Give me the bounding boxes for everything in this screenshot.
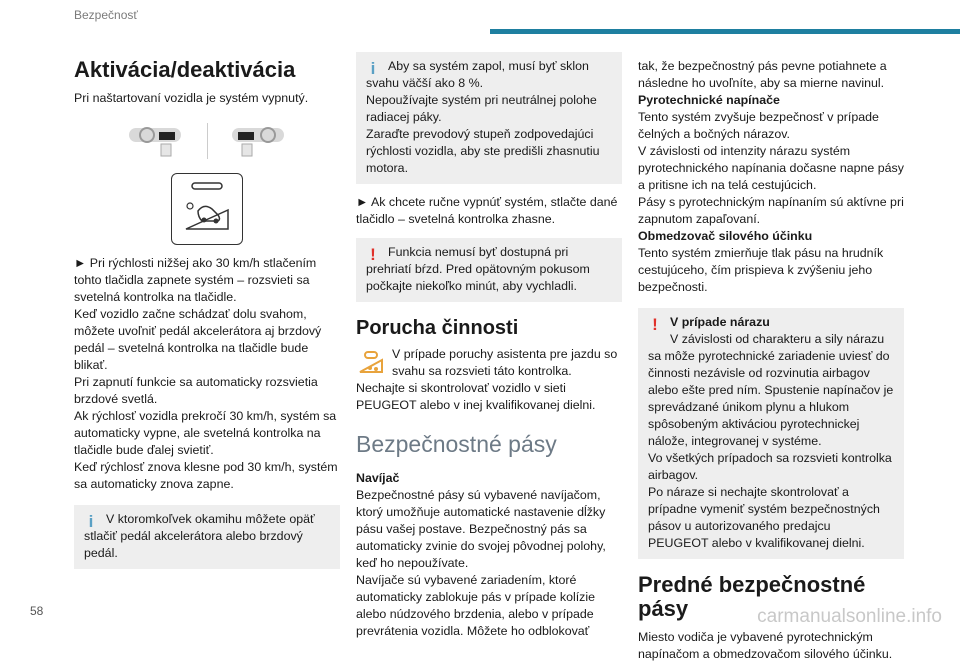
info-box xyxy=(356,52,622,184)
manual-off-text: ► Ak chcete ručne vypnúť systém, stlačte dané tlačidlo – svetelná kontrolka zhasne. xyxy=(356,195,618,226)
section-title-belts: Bezpečnostné pásy xyxy=(356,431,557,457)
body-paragraph: Tento systém zmierňuje tlak pásu na hrudník cestujúceho, čím prispieva k zvýšeniu jeho bezpečnosti. xyxy=(638,246,884,294)
warning-icon: ! xyxy=(652,315,658,334)
info-text: Nepoužívajte systém pri neutrálnej polohe radiacej páky. xyxy=(366,93,597,124)
subheading-navijac: Navíjač xyxy=(356,471,400,485)
warning-box xyxy=(638,308,904,559)
column-2 xyxy=(356,52,622,640)
header-accent-bar xyxy=(490,29,960,34)
column-1 xyxy=(74,58,340,569)
warning-text: Vo všetkých prípadoch sa rozsvieti kontrolka airbagov. xyxy=(648,451,892,482)
warning-text: Funkcia nemusí byť dostupná pri prehriatí bŕzd. Pred opätovným pokusom počkajte niekoľko minút, aby vychladli. xyxy=(366,245,590,293)
body-paragraph: Pri zapnutí funkcie sa automaticky rozsvietia brzdové svetlá. xyxy=(74,375,318,406)
fault-block xyxy=(356,346,622,414)
info-text: V ktoromkoľvek okamihu môžete opäť stlačiť pedál akcelerátora alebo brzdový pedál. xyxy=(84,512,315,560)
intro-text: Pri naštartovaní vozidla je systém vypnutý. xyxy=(74,91,309,105)
fault-text: V prípade poruchy asistenta pre jazdu so svahu sa rozsvieti táto kontrolka. Nechajte si skontrolovať vozidlo v sieti PEUGEOT alebo v inej kvalifikovanej dielni. xyxy=(356,347,618,412)
section-label: Bezpečnosť xyxy=(74,8,138,22)
subheading-limiter: Obmedzovač silového účinku xyxy=(638,229,813,243)
warning-box xyxy=(356,238,622,302)
hill-descent-icon xyxy=(171,173,243,245)
body-paragraph: Ak rýchlosť vozidla prekročí 30 km/h, systém sa automaticky vypne, ale svetelná kontrolka na tlačidle bude ďalej svietiť. xyxy=(74,409,337,457)
warning-text: Po náraze si nechajte skontrolovať a prípadne vymeniť systém bezpečnostných pásov u autorizovaného predajcu PEUGEOT alebo v kvalifikovanej dielni. xyxy=(648,485,880,550)
body-paragraph: Pásy s pyrotechnickým napínaním sú aktívne pri zapnutom zapaľovaní. xyxy=(638,195,904,226)
info-text: Aby sa systém zapol, musí byť sklon svahu väčší ako 8 %. xyxy=(366,59,589,90)
hill-descent-button-figure xyxy=(74,173,340,245)
info-box xyxy=(74,505,340,569)
hill-descent-warning-lamp-icon xyxy=(356,348,386,378)
section-title-activation: Aktivácia/deaktivácia xyxy=(74,57,296,82)
body-paragraph: Keď vozidlo začne schádzať dolu svahom, môžete uvoľniť pedál akcelerátora aj brzdový pedál – svetelná kontrolka na tlačidle bude blikať. xyxy=(74,307,322,372)
section-title-front-belts: Predné bezpečnostné pásy xyxy=(638,572,866,621)
info-icon: i xyxy=(88,512,94,531)
steering-wheel-right-icon xyxy=(218,122,288,160)
steering-wheel-figure xyxy=(74,117,340,165)
body-paragraph: Keď rýchlosť znova klesne pod 30 km/h, systém sa automaticky znova zapne. xyxy=(74,460,338,491)
figure-divider xyxy=(207,123,208,159)
body-paragraph: Miesto vodiča je vybavené pyrotechnickým napínačom a obmedzovačom silového účinku. xyxy=(638,630,893,661)
warning-icon: ! xyxy=(370,245,376,264)
section-title-fault: Porucha činnosti xyxy=(356,317,519,339)
body-paragraph: Tento systém zvyšuje bezpečnosť v prípade čelných a bočných nárazov. xyxy=(638,110,879,141)
body-paragraph: V závislosti od intenzity nárazu systém pyrotechnického napínania dočasne napne pásy a pritisne ich na telá cestujúcich. xyxy=(638,144,904,192)
column-3 xyxy=(638,52,904,663)
info-icon: i xyxy=(370,59,376,78)
body-paragraph: Navíjače sú vybavené zariadením, ktoré automaticky zablokuje pás v prípade kolízie alebo núdzového brzdenia, alebo v prípade prevrátenia vozidla. Môžete ho odblokovať xyxy=(356,573,595,638)
warning-text: V závislosti od charakteru a sily nárazu sa môže pyrotechnické zariadenie uviesť do činnosti nezávisle od rozvinutia airbagov alebo ešte pred ním. Spustenie napínačov je sprevádzané únikom plynu a hlukom spôsobeným aktiváciou pyrotechnickej náložе, integrovanej v systéme. xyxy=(648,332,894,448)
steering-wheel-left-icon xyxy=(127,122,197,160)
body-paragraph: Bezpečnostné pásy sú vybavené navíjačom, ktorý umožňuje automatické nastavenie dĺžky pásu vašej postave. Bezpečnostný pás sa automaticky zvinie do svojej pôvodnej polohy, keď ho nepoužívate. xyxy=(356,488,606,570)
info-text: Zaraďte prevodový stupeň zodpovedajúci rýchlosti vozidla, aby ste predišli zhasnutiu motora. xyxy=(366,127,600,175)
continued-text: tak, že bezpečnostný pás pevne potiahnete a následne ho uvoľníte, aby sa mierne navinul. xyxy=(638,59,887,90)
watermark: carmanualsonline.info xyxy=(757,606,942,627)
warning-title: V prípade nárazu xyxy=(670,315,770,329)
page-number: 58 xyxy=(30,604,44,618)
subheading-pyro: Pyrotechnické napínače xyxy=(638,93,780,107)
body-paragraph: ► Pri rýchlosti nižšej ako 30 km/h stlačením tohto tlačidla zapnete systém – rozsvieti sa svetelná kontrolka na tlačidle. xyxy=(74,256,317,304)
